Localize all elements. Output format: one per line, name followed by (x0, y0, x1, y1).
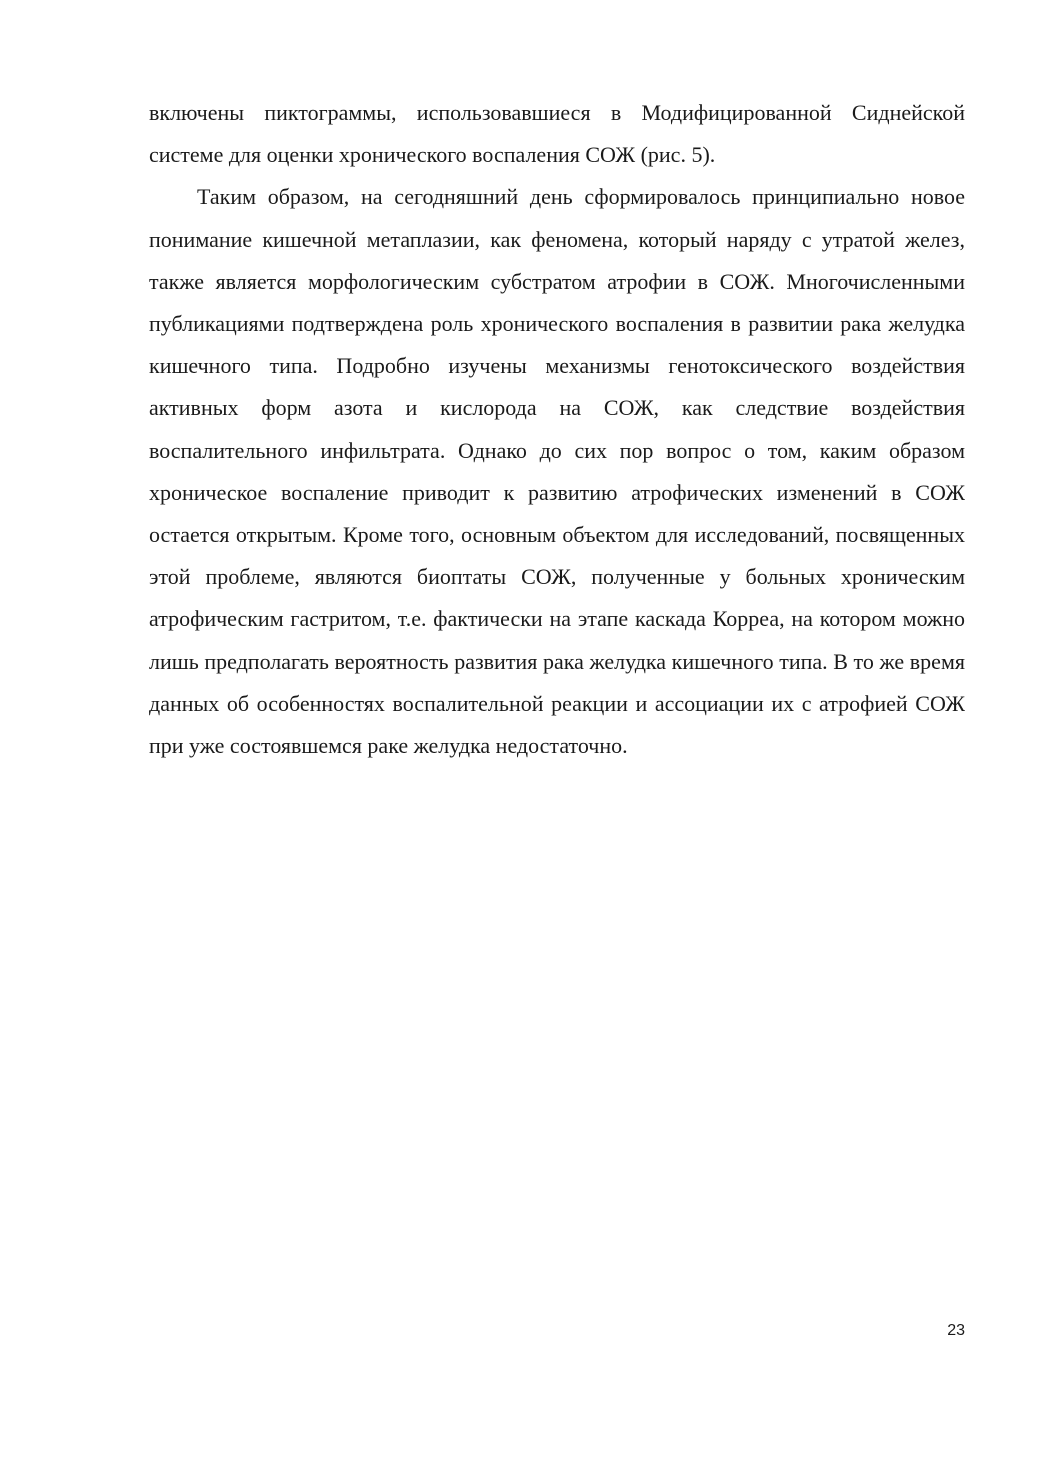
paragraph-conclusion: Таким образом, на сегодняшний день сформировалось принципиально новое понимание кишечной метаплазии, как феномена, который наряду с утратой желез, также является морфологическим субстратом атрофии в СОЖ. Многочисленными публикациями подтверждена роль хронического воспаления в развитии рака желудка кишечного типа. Подробно изучены механизмы генотоксического воздействия активных форм азота и кислорода на СОЖ, как следствие воздействия воспалительного инфильтрата. Однако до сих пор вопрос о том, каким образом хроническое воспаление приводит к развитию атрофических изменений в СОЖ остается открытым. Кроме того, основным объектом для исследований, посвященных этой проблеме, являются биоптаты СОЖ, полученные у больных хроническим атрофическим гастритом, т.е. фактически на этапе каскада Корреа, на котором можно лишь предполагать вероятность развития рака желудка кишечного типа. В то же время данных об особенностях воспалительной реакции и ассоциации их с атрофией СОЖ при уже состоявшемся раке желудка недостаточно. (149, 184, 965, 759)
page-number: 23 (947, 1322, 965, 1339)
paragraph-continuation: включены пиктограммы, использовавшиеся в Модифицированной Сиднейской системе для оценки хронического воспаления СОЖ (рис. 5). (149, 100, 965, 168)
body-text (149, 92, 965, 767)
